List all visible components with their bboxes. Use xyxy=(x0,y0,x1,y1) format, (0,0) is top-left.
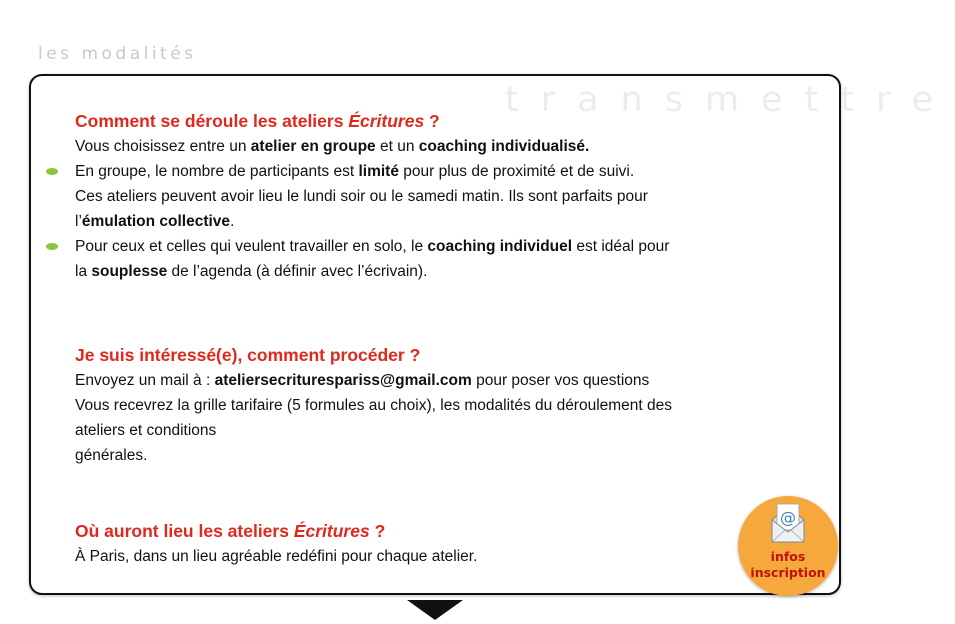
title-emphasis: Écritures xyxy=(348,111,425,131)
bullet-solo xyxy=(75,234,775,259)
email-line xyxy=(75,368,775,393)
title-text: Où auront lieu les ateliers xyxy=(75,521,294,541)
mail-envelope-icon xyxy=(768,500,808,546)
svg-text:@: @ xyxy=(780,508,796,527)
watermark-text: transmettre xyxy=(505,80,955,120)
section-spacer xyxy=(75,468,775,518)
badge-label xyxy=(738,549,838,581)
badge-label-line-1: infos xyxy=(770,549,806,564)
bullet1-bold-emulation: émulation collective xyxy=(81,213,231,230)
bullet1-text-4: . xyxy=(230,213,235,230)
email-intro-text: Envoyez un mail à : xyxy=(75,372,215,389)
infos-inscription-button[interactable] xyxy=(738,496,838,596)
badge-label-line-2: inscription xyxy=(750,565,826,580)
bullet2-bold-flexibility: souplesse xyxy=(91,263,168,280)
section-spacer xyxy=(75,284,775,342)
intro-text-2: et un xyxy=(375,138,419,155)
bullet2-bold-coaching: coaching individuel xyxy=(427,238,573,255)
section-title-location xyxy=(75,518,775,544)
bullet-group xyxy=(75,159,775,184)
bullet1-text-2: pour plus de proximité et de suivi. xyxy=(398,163,635,180)
bullet-dot-icon xyxy=(46,168,58,175)
email-address[interactable]: ateliersecriturespariss@gmail.com xyxy=(214,372,472,389)
content-area xyxy=(75,108,775,569)
bullet1-text-3: l’ xyxy=(75,213,82,230)
bullet-group-line-3 xyxy=(75,209,775,234)
bullet-solo-line-2 xyxy=(75,259,775,284)
pricing-line: Vous recevrez la grille tarifaire (5 formules au choix), les modalités du déroulement des xyxy=(75,397,673,414)
general-line: générales. xyxy=(75,447,148,464)
conditions-line: ateliers et conditions xyxy=(75,422,217,439)
title-end: ? xyxy=(369,521,386,541)
email-outro-text: pour poser vos questions xyxy=(471,372,650,389)
bullet2-text-4: de l’agenda (à définir avec l’écrivain). xyxy=(167,263,428,280)
bullet-dot-icon xyxy=(46,243,58,250)
intro-bold-coaching: coaching individualisé. xyxy=(418,138,590,155)
bullet-group-line-2: Ces ateliers peuvent avoir lieu le lundi soir ou le samedi matin. Ils sont parfaits pour xyxy=(75,188,648,205)
location-line: À Paris, dans un lieu agréable redéfini pour chaque atelier. xyxy=(75,548,478,565)
title-text: Comment se déroule les ateliers xyxy=(75,111,349,131)
title-emphasis: Écritures xyxy=(293,521,370,541)
title-end: ? xyxy=(424,111,440,131)
bullet2-text-3: la xyxy=(75,263,92,280)
bullet2-text-2: est idéal pour xyxy=(572,238,670,255)
section-title-procedure: Je suis intéressé(e), comment procéder ? xyxy=(75,345,421,365)
bullet1-bold-limited: limité xyxy=(358,163,399,180)
intro-text-1: Vous choisissez entre un xyxy=(75,138,251,155)
intro-bold-group: atelier en groupe xyxy=(250,138,376,155)
section-label: les modalités xyxy=(38,44,197,64)
bullet2-text-1: Pour ceux et celles qui veulent travailler en solo, le xyxy=(75,238,428,255)
intro-line xyxy=(75,134,775,159)
next-page-arrow-icon[interactable] xyxy=(407,600,463,620)
section-title-workshops xyxy=(75,108,775,134)
bullet1-text-1: En groupe, le nombre de participants est xyxy=(75,163,359,180)
